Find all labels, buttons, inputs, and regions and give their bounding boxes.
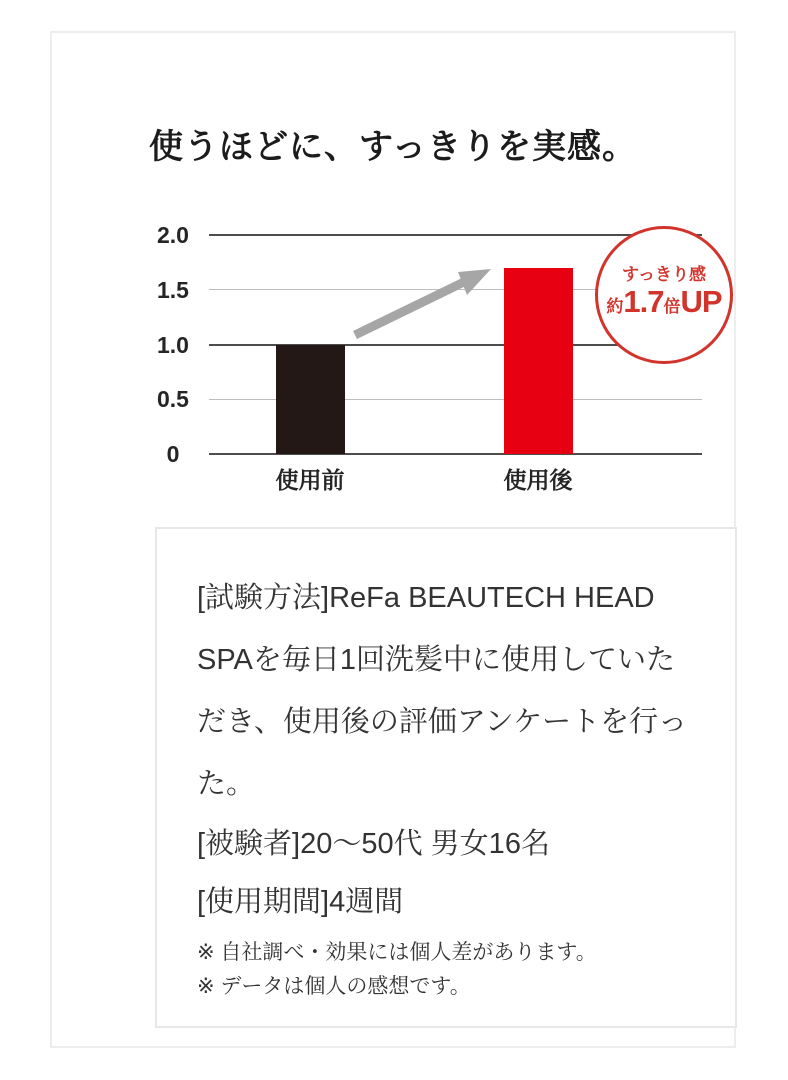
badge-prefix: 約 <box>606 297 624 316</box>
method-text-line: [試験方法]ReFa BEAUTECH HEAD <box>197 582 655 614</box>
bar-chart <box>142 223 762 503</box>
badge-number: 1.7 <box>623 284 664 319</box>
method-text-line: だき、使用後の評価アンケートを行っ <box>197 706 688 738</box>
x-axis-category-label: 使用前 <box>275 467 345 493</box>
y-axis-tick-label: 0.5 <box>157 386 189 413</box>
methodology-box <box>155 527 737 1028</box>
content-card <box>50 31 736 1048</box>
page-title: 使うほどに、すっきりを実感。 <box>149 129 637 166</box>
x-axis-category-label: 使用後 <box>503 467 573 493</box>
disclaimer-note: ※ 自社調べ・効果には個人差があります。 <box>197 941 597 964</box>
y-axis-tick-label: 1.0 <box>157 331 189 358</box>
y-axis-tick-label: 2.0 <box>157 222 189 248</box>
badge-suffix: UP <box>680 284 722 319</box>
method-text-line: SPAを毎日1回洗髪中に使用していた <box>197 644 676 676</box>
badge-value <box>606 285 721 325</box>
subjects-text-line: [被験者]20〜50代 男女16名 <box>197 828 550 860</box>
y-axis-tick-label: 0 <box>166 441 180 467</box>
y-axis-tick-label: 1.5 <box>157 276 189 303</box>
badge-label: すっきり感 <box>622 265 706 284</box>
method-text-line: た。 <box>197 768 256 800</box>
period-text-line: [使用期間]4週間 <box>197 886 404 918</box>
highlight-badge <box>595 226 733 364</box>
badge-unit: 倍 <box>663 297 681 316</box>
disclaimer-notes <box>197 936 697 1004</box>
disclaimer-note: ※ データは個人の感想です。 <box>197 975 471 998</box>
